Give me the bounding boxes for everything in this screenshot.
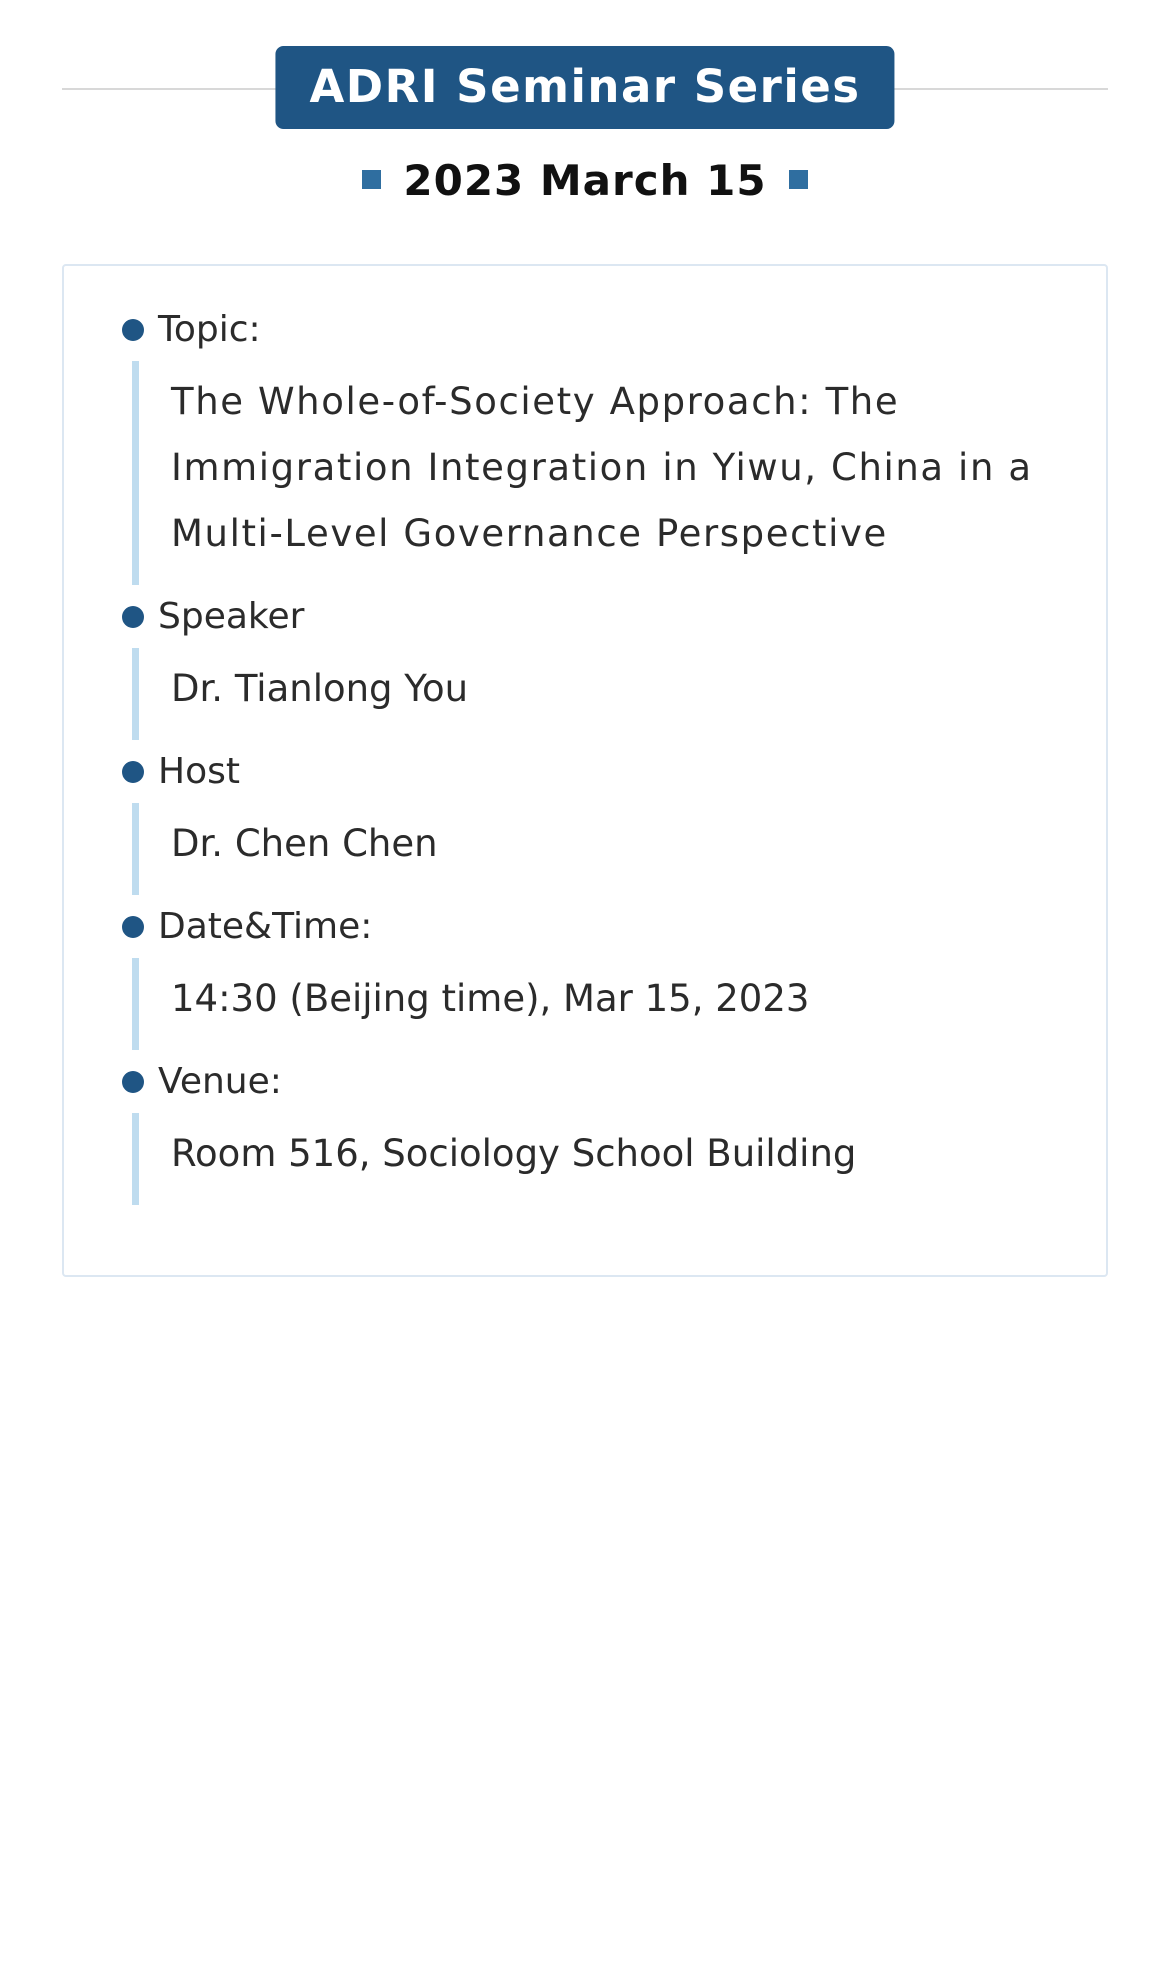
field-topic [100,308,1070,585]
field-venue [100,1060,1070,1205]
field-host-label: Host [158,751,240,792]
field-topic-value: The Whole-of-Society Approach: The Immigration Integration in Yiwu, China in a Multi-Level Governance Perspective [132,361,1070,585]
bullet-icon [122,761,144,783]
seminar-date-text: 2023 March 15 [403,156,767,205]
field-venue-label: Venue: [158,1061,282,1103]
field-datetime-value: 14:30 (Beijing time), Mar 15, 2023 [132,958,1070,1050]
field-topic-label-row [100,308,1070,351]
field-speaker-value: Dr. Tianlong You [132,648,1070,740]
bullet-icon [122,916,144,938]
field-datetime-label: Date&Time: [158,906,373,948]
bullet-icon [122,606,144,628]
bullet-icon [122,1071,144,1093]
field-datetime [100,905,1070,1050]
field-venue-label-row [100,1060,1070,1103]
poster-header [0,40,1170,136]
square-marker-right-icon [789,170,808,189]
field-datetime-label-row [100,905,1070,948]
field-speaker [100,595,1070,740]
field-venue-value: Room 516, Sociology School Building [132,1113,1070,1205]
bullet-icon [122,319,144,341]
seminar-date-line [0,158,1170,204]
field-host-label-row [100,750,1070,793]
field-speaker-label-row [100,595,1070,638]
field-topic-label: Topic: [158,309,261,351]
details-card [62,264,1108,1277]
seminar-poster [0,40,1170,1277]
field-host-value: Dr. Chen Chen [132,803,1070,895]
square-marker-left-icon [362,170,381,189]
field-host [100,750,1070,895]
page-title: ADRI Seminar Series [275,46,894,129]
field-speaker-label: Speaker [158,595,305,637]
